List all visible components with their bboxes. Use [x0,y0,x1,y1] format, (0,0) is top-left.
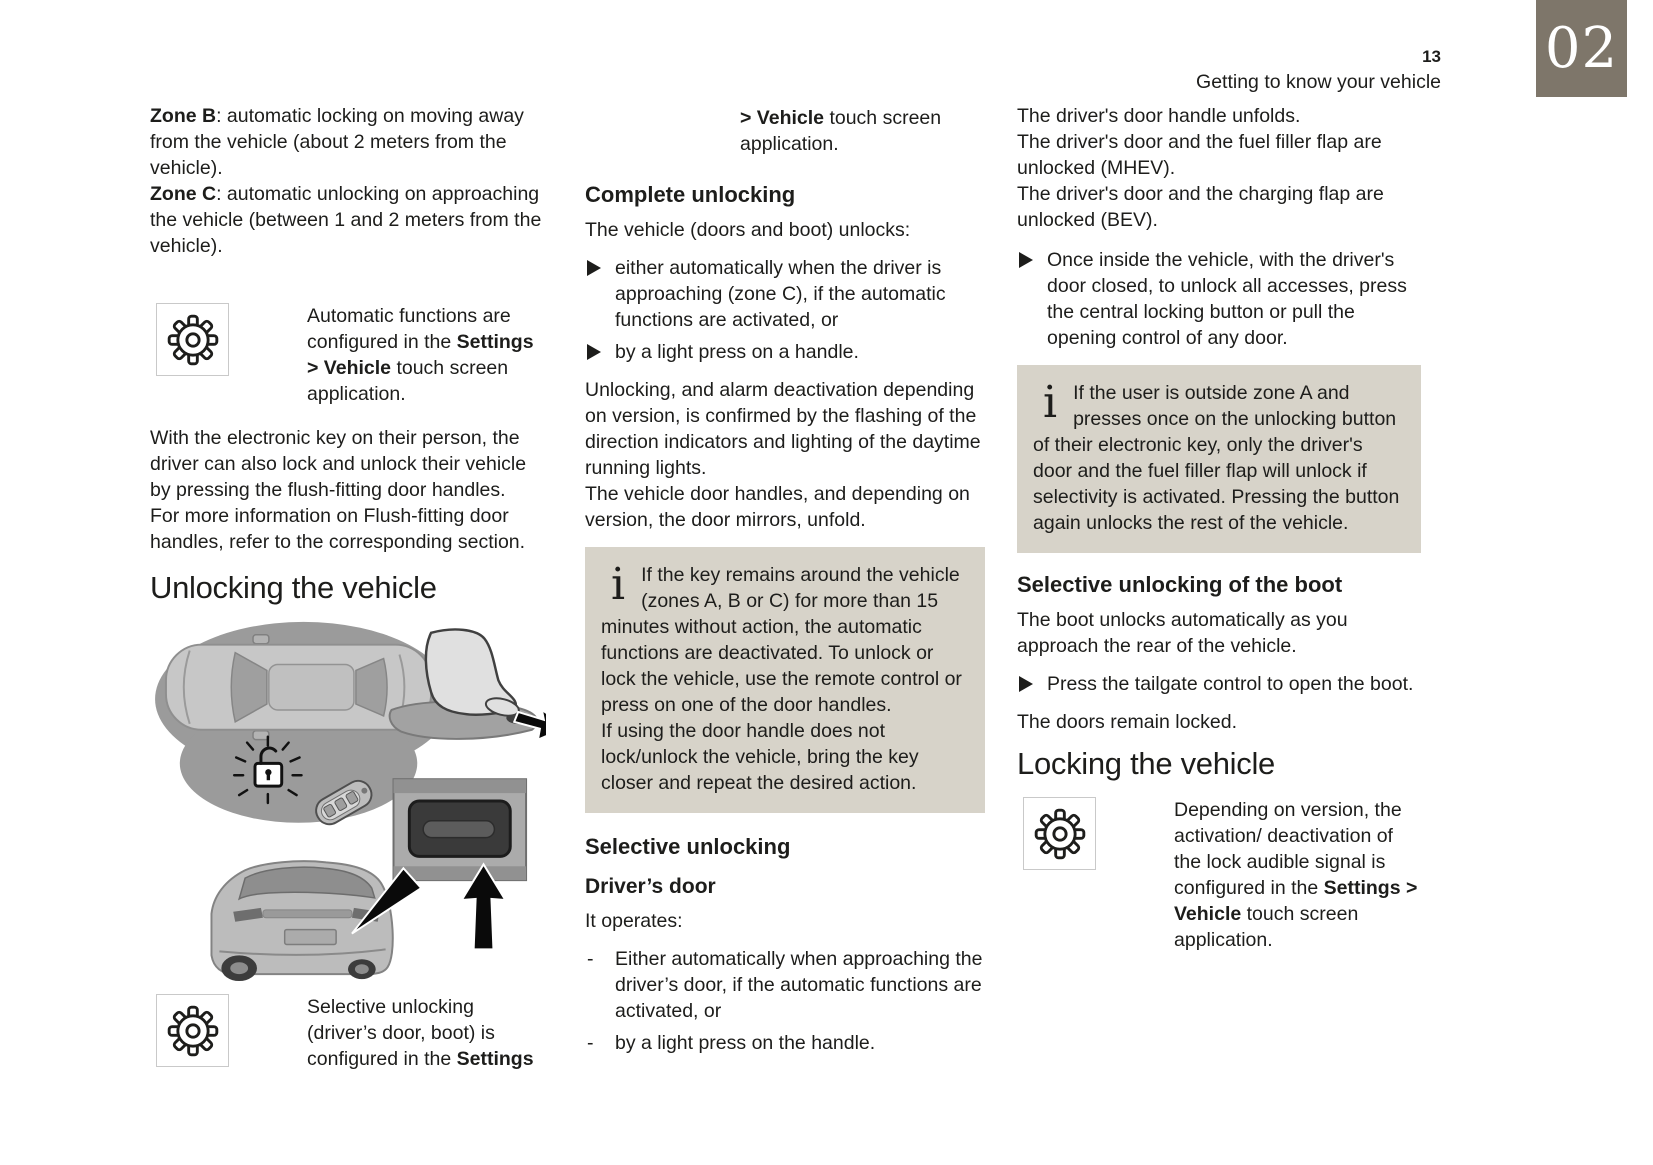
bullet-list [1017,671,1421,697]
settings-note-continuation: > Vehicle touch screen application. [740,107,942,155]
bullet-item: Press the tailgate control to open the boot. [1017,671,1421,697]
info-box [585,547,985,813]
column-middle [585,103,985,1062]
triangle-right-icon [587,344,601,360]
content-columns [150,103,1421,1072]
dash-list [585,946,985,1056]
bullet-item: either automatically when the driver is approaching (zone C), if the automatic functions are activated, or [585,255,985,333]
settings-note-text: Automatic functions are configured in the Settings > Vehicle touch screen application. [307,305,534,405]
heading-drivers-door: Driver’s door [585,875,716,898]
triangle-right-icon [1019,252,1033,268]
dash-item: - Either automatically when approaching the driver’s door, if the automatic functions are activated, or [585,946,985,1024]
settings-note-text: Depending on version, the activation/ deactivation of the lock audible signal is configured in the Settings > Vehicle touch screen application. [1174,799,1418,951]
unlocking-illustration [150,615,546,986]
heading-complete-unlocking: Complete unlocking [585,182,796,207]
settings-note-row [1017,797,1421,953]
door-handle-closeup [394,779,527,880]
dash-icon [585,1030,615,1056]
column-right [1017,103,1421,953]
paragraph: The driver's door handle unfolds. The driver's door and the fuel filler flap are unlocked (MHEV). The driver's door and the charging flap are unlocked (BEV). [1017,105,1384,231]
bullet-item: Once inside the vehicle, with the driver's door closed, to unlock all accesses, press the central locking button or pull the opening control of any door. [1017,247,1421,351]
paragraph: It operates: [585,910,683,932]
section-heading-locking: Locking the vehicle [1017,746,1275,781]
settings-icon-box [156,994,229,1067]
triangle-right-icon [1019,676,1033,692]
gear-icon [167,1005,219,1057]
paragraph: The vehicle (doors and boot) unlocks: [585,219,911,241]
chapter-badge: 02 [1536,0,1627,97]
settings-note-row [150,994,546,1072]
page-number: 13 [1422,47,1441,66]
paragraph: Unlocking, and alarm deactivation depending on version, is confirmed by the flashing of the direction indicators and lighting of the daytime running lights. The vehicle door handles, and depending on version, the door mirrors, unfold. [585,379,981,531]
info-icon [601,562,641,608]
info-box-text: If the key remains around the vehicle (zones A, B or C) for more than 15 minutes without action, the automatic functions are deactivated. To unlock or lock the vehicle, use the remote control or press on one of the door handles. If using the door handle does not lock/unlock the vehicle, bring the key closer and repeat the desired action. [601,564,962,794]
bullet-item: by a light press on a handle. [585,339,985,365]
settings-icon-box [1023,797,1096,870]
info-box [1017,365,1421,553]
chapter-title: Getting to know your vehicle [1196,71,1441,93]
bullet-list [585,255,985,365]
settings-note-text: Selective unlocking (driver’s door, boot) is configured in the Settings [307,996,534,1070]
heading-selective-boot: Selective unlocking of the boot [1017,572,1343,597]
column-left [150,103,546,1072]
dash-item: - by a light press on the handle. [585,1030,985,1056]
key-paragraph: With the electronic key on their person, the driver can also lock and unlock their vehicle by pressing the flush-fitting door handles. For more information on Flush-fitting door handles, refer to the corresponding section. [150,427,527,553]
paragraph: The boot unlocks automatically as you approach the rear of the vehicle. [1017,609,1348,657]
zone-paragraph: Zone B: automatic locking on moving away from the vehicle (about 2 meters from the vehicle). Zone C: automatic unlocking on approaching the vehicle (between 1 and 2 meters from the vehicle). [150,105,542,257]
paragraph: The doors remain locked. [1017,711,1238,733]
info-box-text: If the user is outside zone A and presses once on the unlocking button of their electronic key, only the driver's door and the fuel filler flap will unlock if selectivity is activated. Pressing the button again unlocks the rest of the vehicle. [1033,382,1400,534]
gear-icon [1034,808,1086,860]
triangle-right-icon [587,260,601,276]
page-header [1196,47,1441,94]
settings-icon-box [156,303,229,376]
heading-selective-unlocking: Selective unlocking [585,834,791,859]
dash-icon [585,946,615,1024]
info-icon [1033,380,1073,426]
settings-note-row [150,303,546,407]
section-heading-unlocking: Unlocking the vehicle [150,570,437,605]
gear-icon [167,314,219,366]
bullet-list [1017,247,1421,351]
